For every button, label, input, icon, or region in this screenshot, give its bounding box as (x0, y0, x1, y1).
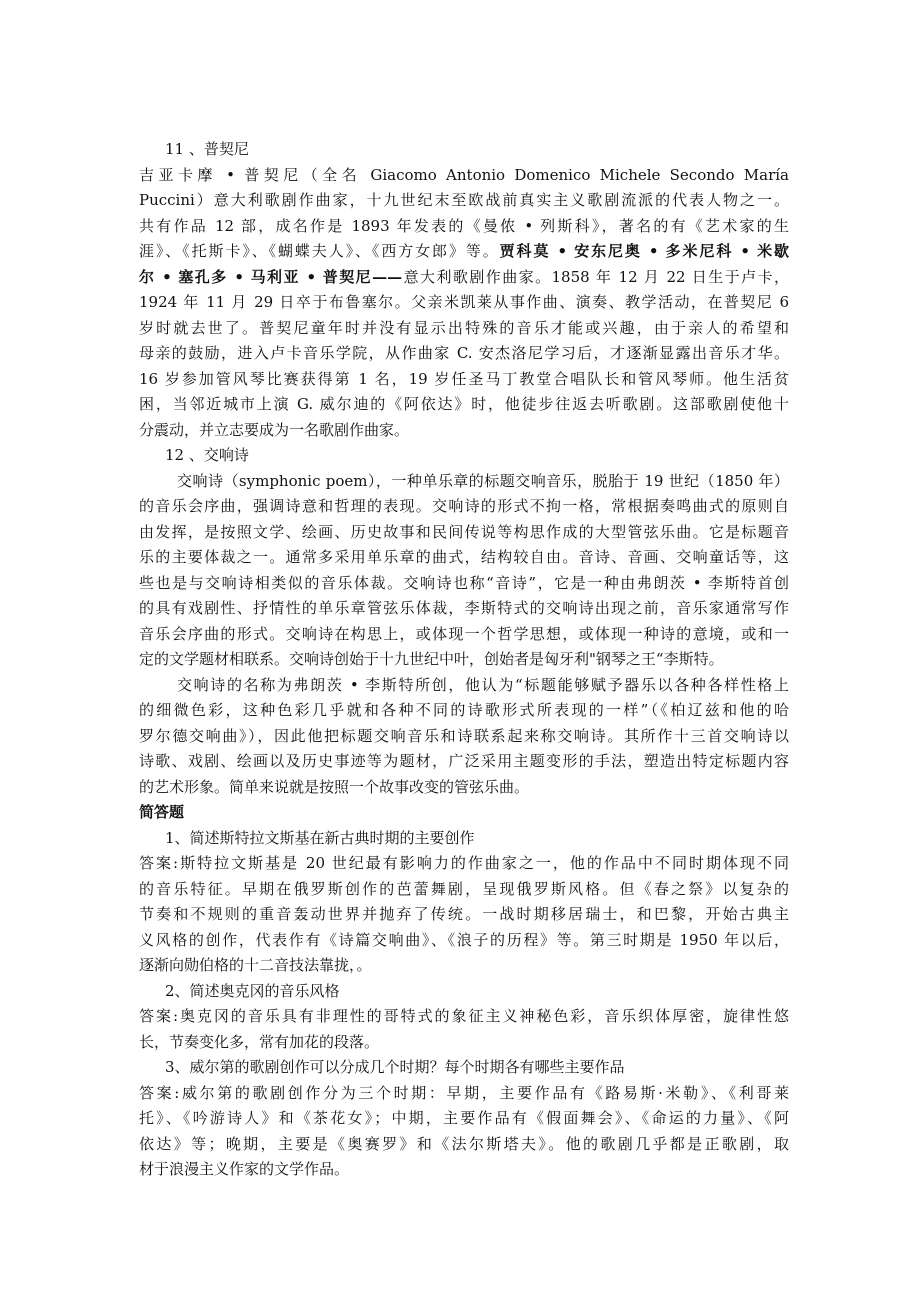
section-12-p1-line-4: 乐的主要体裁之一。通常多采用单乐章的曲式，结构较自由。音诗、音画、交响童话等，这 (139, 548, 789, 566)
qa-answer-3-line-2: 托》、《吟游诗人》和《茶花女》；中期，主要作品有《假面舞会》、《命运的力量》、《阿 (139, 1109, 789, 1127)
section-12-p1-line-7: 音乐会序曲的形式。交响诗在构思上，或体现一个哲学思想，或体现一种诗的意境，或和一 (139, 624, 789, 643)
section-11-title: 11 、普契尼 (165, 140, 249, 158)
section-11-line-1: 吉亚卡摩 • 普契尼（全名 Giacomo Antonio Domenico Michele Secondo María (139, 165, 789, 184)
section-12-p2-line-1: 交响诗的名称为弗朗茨 • 李斯特所创，他认为“标题能够赋予器乐以各种各样性格上 (177, 675, 789, 694)
section-11-bold-name-part-1: 贾科莫 • 安东尼奥 • 多米尼科 • 米歇 (499, 242, 789, 260)
section-12-p1-line-1: 交响诗（symphonic poem），一种单乐章的标题交响音乐，脱胎于 19 世纪（1850 年） (177, 471, 789, 490)
section-12-p2-line-4: 诗歌、戏剧、绘画以及历史事迹等为题材，广泛采用主题变形的手法，塑造出特定标题内容 (139, 752, 789, 770)
section-11-line-3: 共有作品 12 部，成名作是 1893 年发表的《曼侬 • 列斯科》，著名的有《艺术家的生 (139, 216, 789, 235)
qa-question-1: 1、简述斯特拉文斯基在新古典时期的主要创作 (165, 828, 475, 847)
section-11-line-9: 16 岁参加管风琴比赛获得第 1 名，19 岁任圣马丁教堂合唱队长和管风琴师。他生活贫 (139, 369, 789, 388)
section-12-p1-line-2: 的音乐会序曲，强调诗意和哲理的表现。交响诗的形式不拘一格，常根据奏鸣曲式的原则自 (139, 497, 789, 515)
section-11-line-4-composite (139, 239, 789, 265)
qa-answer-2-line-1: 答案:奥克冈的音乐具有非理性的哥特式的象征主义神秘色彩，音乐织体厚密，旋律性悠 (139, 1007, 789, 1025)
section-11-bold-name-part-2: 尔 • 塞孔多 • 马利亚 • 普契尼—— (139, 267, 403, 286)
section-12-p2-line-5: 的艺术形象。简单来说就是按照一个故事改变的管弦乐曲。 (139, 777, 530, 796)
qa-answer-1-line-2: 的音乐特征。早期在俄罗斯创作的芭蕾舞剧，呈现俄罗斯风格。但《春之祭》以复杂的 (139, 879, 789, 898)
section-11-line-2: Puccini）意大利歌剧作曲家，十九世纪末至欧战前真实主义歌剧流派的代表人物之一。 (139, 191, 789, 209)
section-11-line-8: 母亲的鼓励，进入卢卡音乐学院，从作曲家 C. 安杰洛尼学习后，才逐渐显露出音乐才华。 (139, 344, 789, 362)
qa-answer-3-line-3: 依达》等；晚期，主要是《奥赛罗》和《法尔斯塔夫》。他的歌剧几乎都是正歌剧，取 (139, 1134, 789, 1153)
qa-answer-2-line-2: 长，节奏变化多，常有加花的段落。 (139, 1032, 380, 1051)
qa-answer-1-line-5: 逐渐向勋伯格的十二音技法靠拢，。 (139, 956, 372, 974)
section-12-p2-line-3: 罗尔德交响曲》），因此他把标题交响音乐和诗联系起来称交响诗。其所作十三首交响诗以 (139, 726, 789, 745)
section-12-p2-line-2: 的细微色彩，这种色彩几乎就和各种不同的诗歌形式所表现的一样”（《柏辽兹和他的哈 (139, 701, 789, 719)
qa-answer-1-line-4: 义风格的创作，代表作有《诗篇交响曲》、《浪子的历程》等。第三时期是 1950 年以后， (139, 930, 789, 949)
section-12-p1-line-6: 的具有戏剧性、抒情性的单乐章管弦乐体裁，李斯特式的交响诗出现之前，音乐家通常写作 (139, 599, 789, 617)
document-page (139, 137, 789, 1183)
section-11-line-10: 困，当邻近城市上演 G. 威尔迪的《阿依达》时，他徒步往返去听歌剧。这部歌剧使他十 (139, 395, 789, 413)
section-11-line-11: 分震动，并立志要成为一名歌剧作曲家。 (139, 420, 410, 439)
section-12-p1-line-3: 由发挥，是按照文学、绘画、历史故事和民间传说等构思作成的大型管弦乐曲。它是标题音 (139, 522, 789, 541)
qa-heading: 简答题 (139, 803, 185, 821)
section-12-p1-line-5: 些也是与交响诗相类似的音乐体裁。交响诗也称“音诗”，它是一种由弗朗茨 • 李斯特首创 (139, 573, 789, 592)
section-11-line-6: 1924 年 11 月 29 日卒于布鲁塞尔。父亲米凯莱从事作曲、演奏、教学活动，在普契尼 6 (139, 293, 789, 311)
section-11-line-5-composite (139, 265, 789, 291)
qa-question-2: 2、简述奥克冈的音乐风格 (165, 981, 340, 1000)
section-11-line-7: 岁时就去世了。普契尼童年时并没有显示出特殊的音乐才能或兴趣，由于亲人的希望和 (139, 318, 789, 337)
section-12-p1-line-8: 定的文学题材相联系。交响诗创始于十九世纪中叶，创始者是匈牙利"钢琴之王“李斯特。 (139, 650, 724, 668)
qa-answer-1-line-3: 节奏和不规则的重音轰动世界并抛弃了传统。一战时期移居瑞士，和巴黎，开始古典主 (139, 905, 789, 923)
section-11-line-4: 涯》、《托斯卡》、《蝴蝶夫人》、《西方女郎》等。 (139, 242, 500, 260)
qa-answer-3-line-4: 材于浪漫主义作家的文学作品。 (139, 1160, 350, 1178)
qa-question-3: 3、威尔第的歌剧创作可以分成几个时期？每个时期各有哪些主要作品 (165, 1058, 625, 1076)
qa-answer-3-line-1: 答案:威尔第的歌剧创作分为三个时期：早期，主要作品有《路易斯·米勒》、《利哥莱 (139, 1083, 789, 1102)
section-12-title: 12 、交响诗 (165, 446, 249, 464)
qa-answer-1-line-1: 答案:斯特拉文斯基是 20 世纪最有影响力的作曲家之一，他的作品中不同时期体现不同 (139, 854, 789, 872)
section-11-line-5: 意大利歌剧作曲家。1858 年 12 月 22 日生于卢卡， (402, 267, 789, 286)
